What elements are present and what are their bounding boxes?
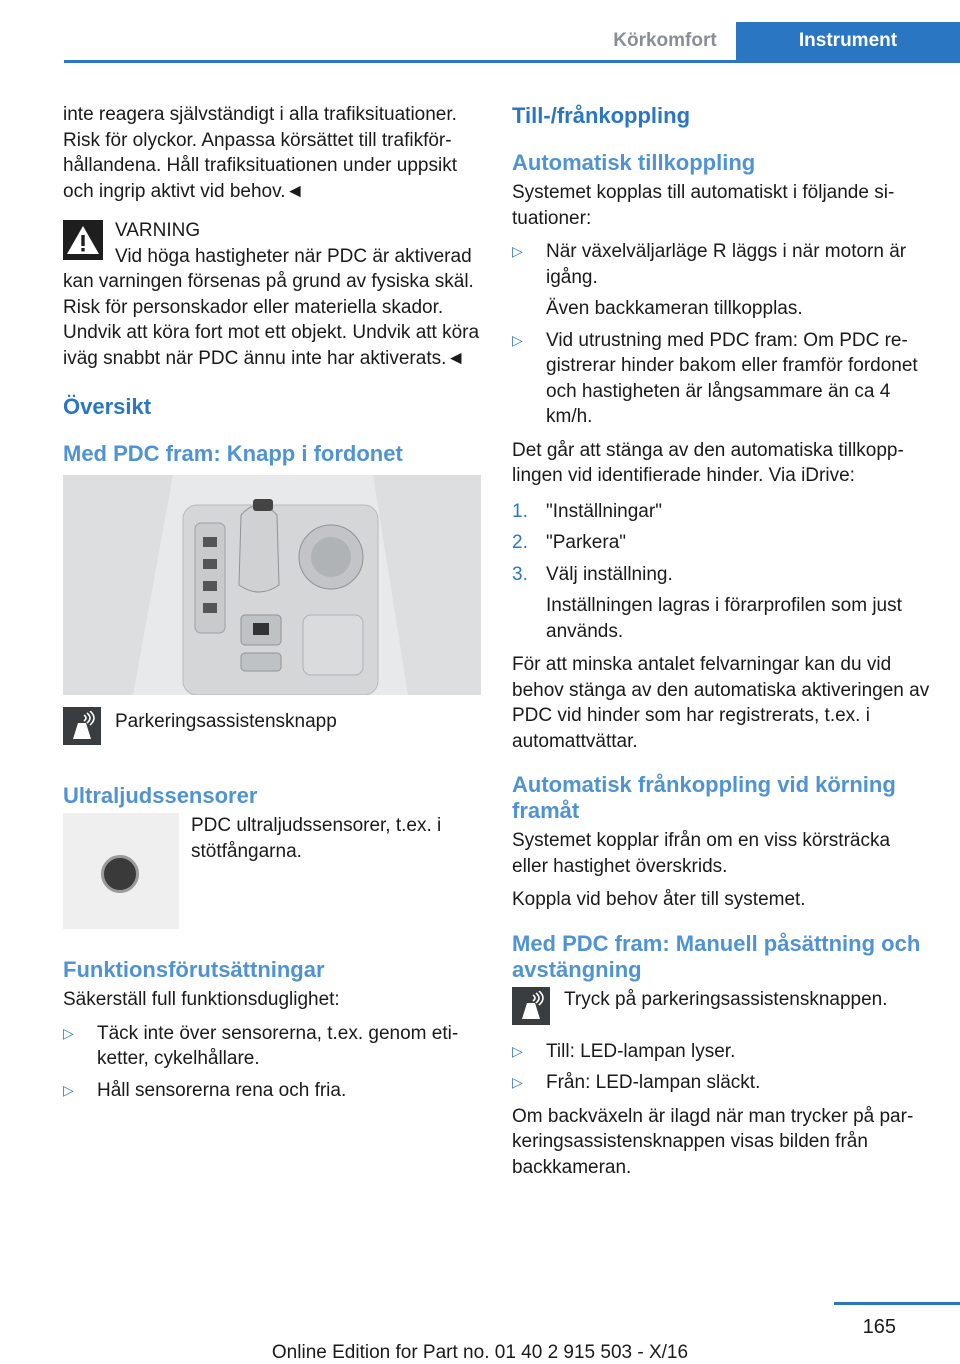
list-item: ▷ Från: LED-lampan släckt. xyxy=(512,1070,930,1096)
heading-oversikt: Översikt xyxy=(63,394,152,419)
triangle-bullet-icon: ▷ xyxy=(512,1042,523,1059)
step-number: 3. xyxy=(512,563,528,585)
reverse-text: Om backväxeln är ilagd när man trycker på parkeringsassistensknappen visas bilden från backkameran. xyxy=(512,1105,914,1178)
heading-funktionsforutsattningar: Funktionsförutsättningar xyxy=(63,957,325,982)
sensor-text: PDC ultraljudssensorer, t.ex. i stötfångarna. xyxy=(191,815,442,862)
header-tab-instrument[interactable]: Instrument xyxy=(736,22,960,60)
triangle-bullet-icon: ▷ xyxy=(512,243,523,259)
header-tab-korkomfort[interactable]: Körkomfort xyxy=(594,22,736,60)
heading-automatisk-tillkoppling: Automatisk tillkoppling xyxy=(512,150,756,175)
steps-list xyxy=(512,499,930,645)
auto-off-text-2: Koppla vid behov åter till systemet. xyxy=(512,889,806,910)
requirements-intro: Säkerställ full funktionsduglighet: xyxy=(63,989,340,1010)
button-caption: Parkeringsassistensknapp xyxy=(115,711,337,732)
sensor-photo xyxy=(63,813,179,929)
online-edition-note: Online Edition for Part no. 01 40 2 915 503 - X/16 xyxy=(271,1342,689,1363)
warning-icon xyxy=(63,220,103,260)
footer-rule xyxy=(834,1302,960,1305)
sensor-row xyxy=(63,813,481,929)
idrive-text: Det går att stänga av den automatiska tillkopplingen vid identifierade hinder. Via iDrive: xyxy=(512,439,904,486)
button-caption-row xyxy=(63,707,481,749)
list-item: ▷ Täck inte över sensorerna, t.ex. genom etiketter, cykelhållare. xyxy=(63,1022,459,1069)
warning-text: Vid höga hastigheter när PDC är aktiverad kan varningen försenas på grund av fysiska skäl. Risk för personskador eller materiella skador. Undvik att köra fort mot ett objekt. Undvik att köra iväg snabbt när PDC ännu inte har aktiverats.◄ xyxy=(63,245,480,369)
step-number: 1. xyxy=(512,500,528,522)
heading-manuell-pasattning: Med PDC fram: Manuell påsättning och avstängning xyxy=(512,930,921,982)
list-item: 2. "Parkera" xyxy=(512,530,930,556)
sensor-icon xyxy=(101,855,139,893)
warning-block xyxy=(63,218,481,244)
heading-knapp-i-fordonet: Med PDC fram: Knapp i fordonet xyxy=(63,441,403,466)
header-rule xyxy=(64,60,960,63)
page-number: 165 xyxy=(862,1316,896,1338)
list-item: 1. "Inställningar" xyxy=(512,499,930,525)
auto-on-list xyxy=(512,239,930,430)
false-warnings-text: För att minska antalet felvarningar kan du vid behov stänga av den automatiska aktiveringen av PDC vid hinder som har registrerats, t.ex. i automattvättar. xyxy=(512,654,930,752)
heading-automatisk-frankoppling: Automatisk frånkoppling vid körning framåt xyxy=(512,772,896,823)
auto-off-text: Systemet kopplar ifrån om en viss körsträcka eller hastighet överskrids. xyxy=(512,830,891,877)
list-item: 3. Välj inställning. Inställningen lagras i förarprofilen som just används. xyxy=(512,563,902,642)
manual-list xyxy=(512,1039,930,1096)
warning-title: VARNING xyxy=(115,220,201,241)
list-item: ▷ Vid utrustning med PDC fram: Om PDC registrerar hinder bakom eller framför fordonet och hastigheten är långsammare än ca 4 km/h. xyxy=(512,329,918,427)
parking-assistant-icon xyxy=(512,987,550,1025)
step-number: 2. xyxy=(512,532,528,553)
left-column xyxy=(63,102,481,1111)
manual-row xyxy=(512,987,930,1029)
list-item: ▷ Håll sensorerna rena och fria. xyxy=(63,1078,481,1104)
triangle-bullet-icon: ▷ xyxy=(512,331,523,348)
right-column xyxy=(512,102,930,1188)
triangle-bullet-icon: ▷ xyxy=(63,1081,74,1098)
console-photo xyxy=(63,475,481,695)
list-item: ▷ Till: LED-lampan lyser. xyxy=(512,1039,930,1065)
intro-paragraph: inte reagera självständigt i alla trafiksituationer. Risk för olyckor. Anpassa körsättet till trafikförhållandena. Håll trafiksituationen under uppsikt och ingrip aktivt vid behov.◄ xyxy=(63,104,457,202)
triangle-bullet-icon: ▷ xyxy=(512,1074,523,1090)
heading-till-frankoppling: Till-/frånkoppling xyxy=(512,103,691,128)
list-item: ▷ När växelväljarläge R läggs i när motorn är igång. Även backkameran tillkopplas. xyxy=(512,241,907,319)
parking-assistant-icon xyxy=(63,707,101,745)
auto-on-intro: Systemet kopplas till automatiskt i följande situationer: xyxy=(512,182,895,229)
heading-ultraljudssensorer: Ultraljudssensorer xyxy=(63,783,258,808)
manual-text: Tryck på parkeringsassistensknappen. xyxy=(564,988,888,1010)
requirements-list xyxy=(63,1021,481,1104)
triangle-bullet-icon: ▷ xyxy=(63,1024,74,1041)
